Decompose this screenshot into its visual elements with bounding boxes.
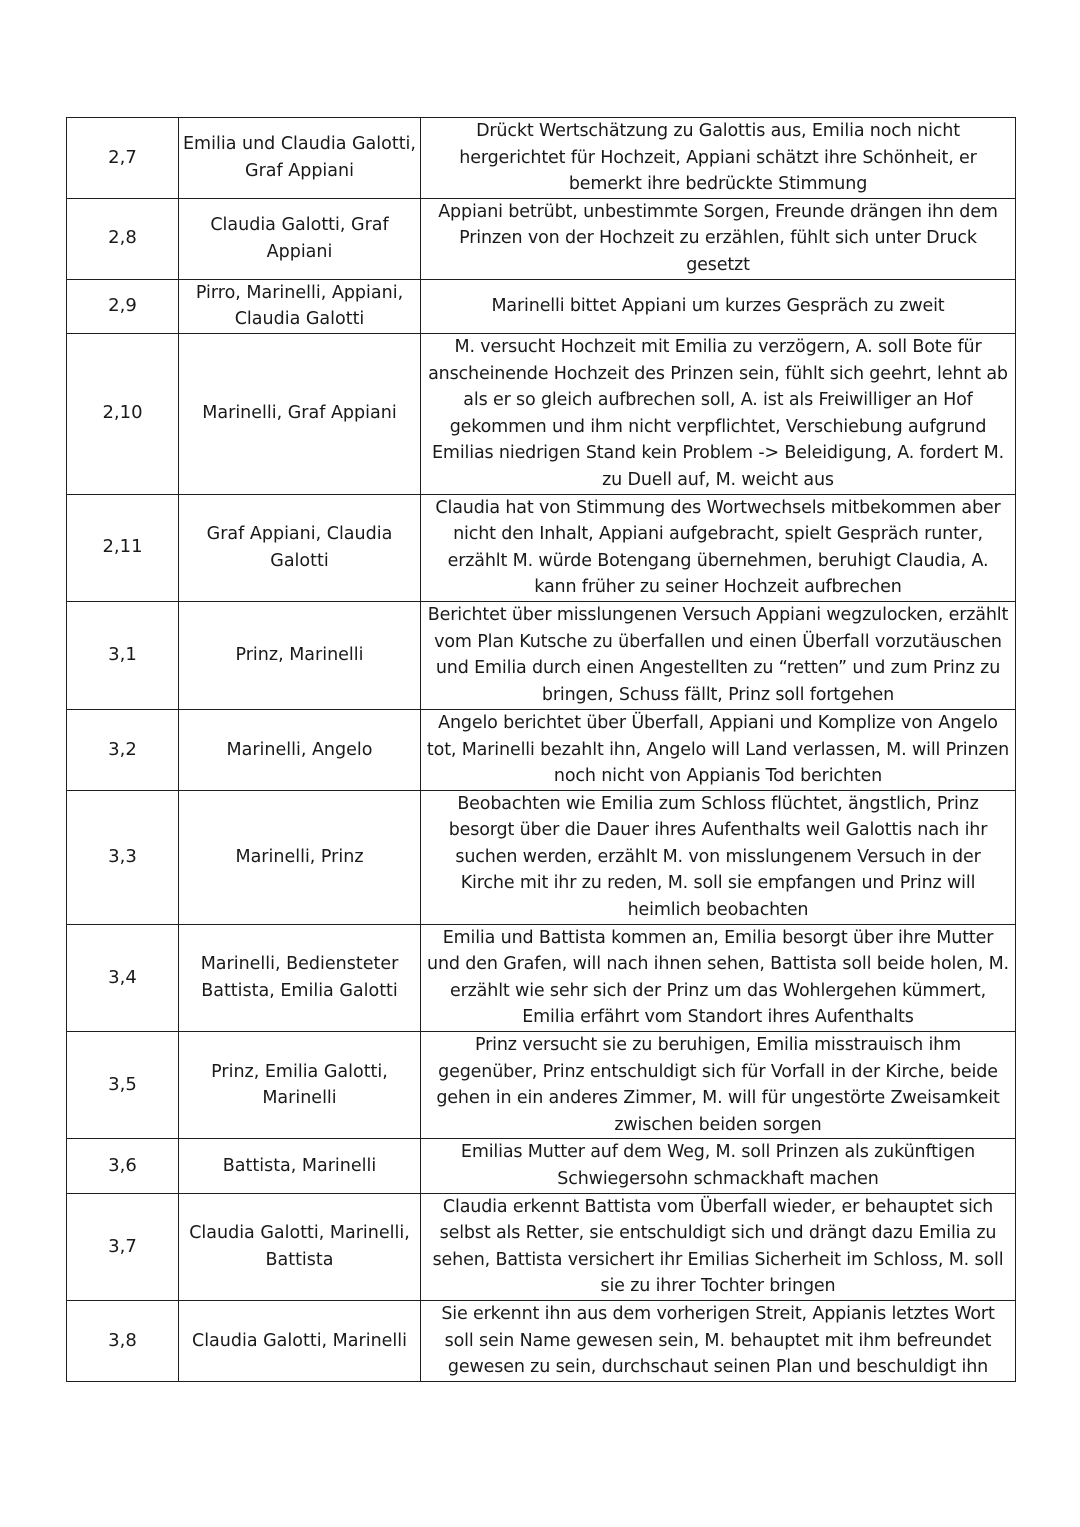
summary-cell: Drückt Wertschätzung zu Galottis aus, Emilia noch nicht hergerichtet für Hochzeit, Appiani schätzt ihre Schönheit, er bemerkt ihre bedrückte Stimmung (421, 118, 1016, 199)
table-row (67, 790, 1016, 924)
table-row (67, 1139, 1016, 1193)
summary-cell: Claudia hat von Stimmung des Wortwechsels mitbekommen aber nicht den Inhalt, Appiani aufgebracht, spielt Gespräch runter, erzählt M. würde Botengang übernehmen, beruhigt Claudia, A. kann früher zu seiner Hochzeit aufbrechen (421, 494, 1016, 601)
characters-cell: Graf Appiani, Claudia Galotti (179, 494, 421, 601)
summary-cell: Prinz versucht sie zu beruhigen, Emilia misstrauisch ihm gegenüber, Prinz entschuldigt sich für Vorfall in der Kirche, beide gehen in ein anderes Zimmer, M. will für ungestörte Zweisamkeit zwischen beiden sorgen (421, 1032, 1016, 1139)
scene-number-cell: 3,6 (67, 1139, 179, 1193)
summary-cell: M. versucht Hochzeit mit Emilia zu verzögern, A. soll Bote für anscheinende Hochzeit des Prinzen sein, fühlt sich geehrt, lehnt ab als er so gleich aufbrechen soll, A. ist als Freiwilliger an Hof gekommen und ihm nicht verpflichtet, Verschiebung aufgrund Emilias niedrigen Stand kein Problem -> Beleidigung, A. fordert M. zu Duell auf, M. weicht aus (421, 333, 1016, 494)
characters-cell: Claudia Galotti, Graf Appiani (179, 198, 421, 279)
table-row (67, 494, 1016, 601)
characters-cell: Prinz, Emilia Galotti, Marinelli (179, 1032, 421, 1139)
summary-cell: Claudia erkennt Battista vom Überfall wieder, er behauptet sich selbst als Retter, sie entschuldigt sich und drängt dazu Emilia zu sehen, Battista versichert ihr Emilias Sicherheit im Schloss, M. soll sie zu ihrer Tochter bringen (421, 1193, 1016, 1300)
scene-number-cell: 2,10 (67, 333, 179, 494)
characters-cell: Marinelli, Angelo (179, 709, 421, 790)
characters-cell: Pirro, Marinelli, Appiani, Claudia Galotti (179, 279, 421, 333)
table-row (67, 1193, 1016, 1300)
scene-number-cell: 2,11 (67, 494, 179, 601)
scene-number-cell: 3,3 (67, 790, 179, 924)
table-row (67, 601, 1016, 709)
summary-cell: Emilias Mutter auf dem Weg, M. soll Prinzen als zukünftigen Schwiegersohn schmackhaft machen (421, 1139, 1016, 1193)
summary-cell: Sie erkennt ihn aus dem vorherigen Streit, Appianis letztes Wort soll sein Name gewesen sein, M. behauptet mit ihm befreundet gewesen zu sein, durchschaut seinen Plan und beschuldigt ihn (421, 1301, 1016, 1382)
characters-cell: Claudia Galotti, Marinelli (179, 1301, 421, 1382)
scene-number-cell: 3,5 (67, 1032, 179, 1139)
characters-cell: Marinelli, Bediensteter Battista, Emilia Galotti (179, 924, 421, 1031)
scene-number-cell: 3,1 (67, 601, 179, 709)
summary-cell: Angelo berichtet über Überfall, Appiani und Komplize von Angelo tot, Marinelli bezahlt ihn, Angelo will Land verlassen, M. will Prinzen noch nicht von Appianis Tod berichten (421, 709, 1016, 790)
table-row (67, 198, 1016, 279)
table-row (67, 118, 1016, 199)
summary-cell: Emilia und Battista kommen an, Emilia besorgt über ihre Mutter und den Grafen, will nach ihnen sehen, Battista soll beide holen, M. erzählt wie sehr sich der Prinz um das Wohlergehen kümmert, Emilia erfährt vom Standort ihres Aufenthalts (421, 924, 1016, 1031)
characters-cell: Battista, Marinelli (179, 1139, 421, 1193)
scene-number-cell: 3,8 (67, 1301, 179, 1382)
table-row (67, 1032, 1016, 1139)
table-row (67, 1301, 1016, 1382)
scene-number-cell: 2,7 (67, 118, 179, 199)
characters-cell: Emilia und Claudia Galotti, Graf Appiani (179, 118, 421, 199)
scene-number-cell: 3,4 (67, 924, 179, 1031)
scene-number-cell: 2,9 (67, 279, 179, 333)
scene-number-cell: 3,2 (67, 709, 179, 790)
table-row (67, 924, 1016, 1031)
characters-cell: Marinelli, Graf Appiani (179, 333, 421, 494)
summary-cell: Marinelli bittet Appiani um kurzes Gespräch zu zweit (421, 279, 1016, 333)
characters-cell: Marinelli, Prinz (179, 790, 421, 924)
summary-cell: Berichtet über misslungenen Versuch Appiani wegzulocken, erzählt vom Plan Kutsche zu überfallen und einen Überfall vorzutäuschen und Emilia durch einen Angestellten zu “retten” und zum Prinz zu bringen, Schuss fällt, Prinz soll fortgehen (421, 601, 1016, 709)
scene-number-cell: 3,7 (67, 1193, 179, 1300)
summary-cell: Beobachten wie Emilia zum Schloss flüchtet, ängstlich, Prinz besorgt über die Dauer ihres Aufenthalts weil Galottis nach ihr suchen werden, erzählt M. von misslungenem Versuch in der Kirche mit ihr zu reden, M. soll sie empfangen und Prinz will heimlich beobachten (421, 790, 1016, 924)
summary-cell: Appiani betrübt, unbestimmte Sorgen, Freunde drängen ihn dem Prinzen von der Hochzeit zu erzählen, fühlt sich unter Druck gesetzt (421, 198, 1016, 279)
table-row (67, 709, 1016, 790)
scene-number-cell: 2,8 (67, 198, 179, 279)
characters-cell: Claudia Galotti, Marinelli, Battista (179, 1193, 421, 1300)
table-row (67, 279, 1016, 333)
table-row (67, 333, 1016, 494)
characters-cell: Prinz, Marinelli (179, 601, 421, 709)
scene-summary-table (66, 117, 1016, 1382)
